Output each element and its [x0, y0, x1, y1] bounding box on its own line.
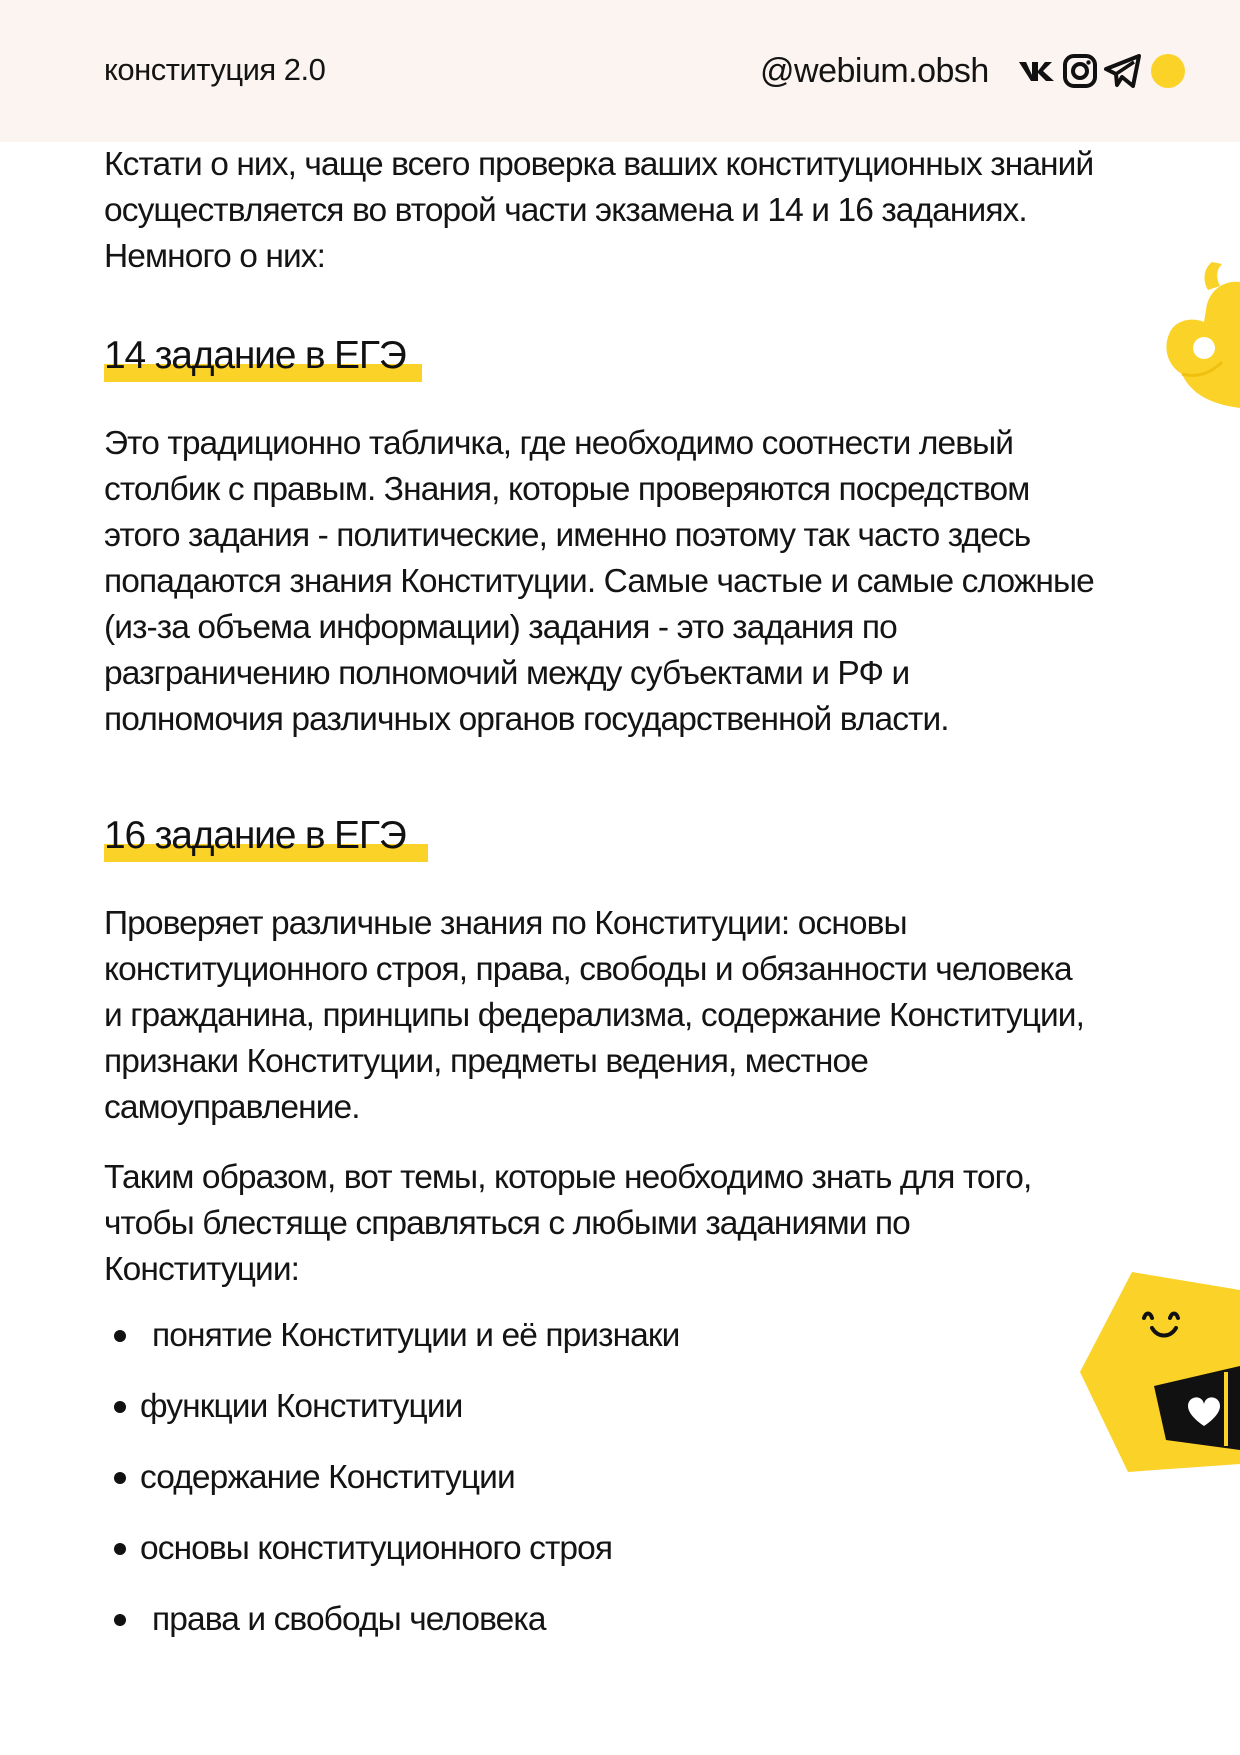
list-item: права и свободы человека	[104, 1597, 546, 1643]
intro-paragraph	[104, 142, 1164, 280]
list-item: функции Конституции	[104, 1384, 462, 1430]
list-item: понятие Конституции и её признаки	[104, 1313, 679, 1359]
section-16-heading: 16 задание в ЕГЭ	[104, 810, 406, 862]
text-line: Проверяет различные знания по Конституции: основы	[104, 905, 907, 942]
instagram-icon[interactable]	[1062, 53, 1098, 89]
text-line: чтобы блестяще справляться с любыми заданиями по	[104, 1205, 910, 1242]
section-14-paragraph	[104, 421, 1164, 743]
section-14-heading: 14 задание в ЕГЭ	[104, 330, 406, 382]
yellow-dot-icon	[1148, 51, 1188, 91]
conclusion-paragraph	[104, 1155, 1164, 1293]
brand-title: конституция 2.0	[104, 52, 326, 87]
house-sticker-icon	[1076, 1268, 1240, 1478]
account-handle[interactable]: @webium.obsh	[760, 52, 989, 90]
ok-hand-sticker-icon	[1112, 262, 1240, 412]
text-line: Конституции:	[104, 1251, 300, 1288]
text-line: Таким образом, вот темы, которые необходимо знать для того,	[104, 1159, 1032, 1196]
text-line: осуществляется во второй части экзамена и 14 и 16 заданиях.	[104, 192, 1027, 229]
text-line: этого задания - политические, именно поэтому так часто здесь	[104, 517, 1031, 554]
bullet-dot-icon	[114, 1614, 126, 1626]
text-line: Кстати о них, чаще всего проверка ваших конституционных знаний	[104, 146, 1094, 183]
text-line: попадаются знания Конституции. Самые частые и самые сложные	[104, 563, 1094, 600]
bullet-dot-icon	[114, 1543, 126, 1555]
text-line: самоуправление.	[104, 1089, 360, 1126]
text-line: Немного о них:	[104, 238, 326, 275]
text-line: и гражданина, принципы федерализма, содержание Конституции,	[104, 997, 1085, 1034]
text-line: столбик с правым. Знания, которые проверяются посредством	[104, 471, 1030, 508]
bullet-dot-icon	[114, 1401, 126, 1413]
section-16-paragraph	[104, 901, 1164, 1131]
list-item: основы конституционного строя	[104, 1526, 612, 1572]
text-line: полномочия различных органов государственной власти.	[104, 701, 949, 738]
vk-icon[interactable]	[1018, 59, 1056, 83]
telegram-icon[interactable]	[1104, 54, 1142, 88]
list-item: содержание Конституции	[104, 1455, 515, 1501]
page-header	[0, 0, 1240, 142]
bullet-dot-icon	[114, 1330, 126, 1342]
bullet-dot-icon	[114, 1472, 126, 1484]
text-line: разграничению полномочий между субъектами и РФ и	[104, 655, 910, 692]
text-line: Это традиционно табличка, где необходимо соотнести левый	[104, 425, 1014, 462]
text-line: конституционного строя, права, свободы и обязанности человека	[104, 951, 1072, 988]
text-line: (из-за объема информации) задания - это задания по	[104, 609, 897, 646]
text-line: признаки Конституции, предметы ведения, местное	[104, 1043, 868, 1080]
social-links	[1018, 50, 1188, 92]
